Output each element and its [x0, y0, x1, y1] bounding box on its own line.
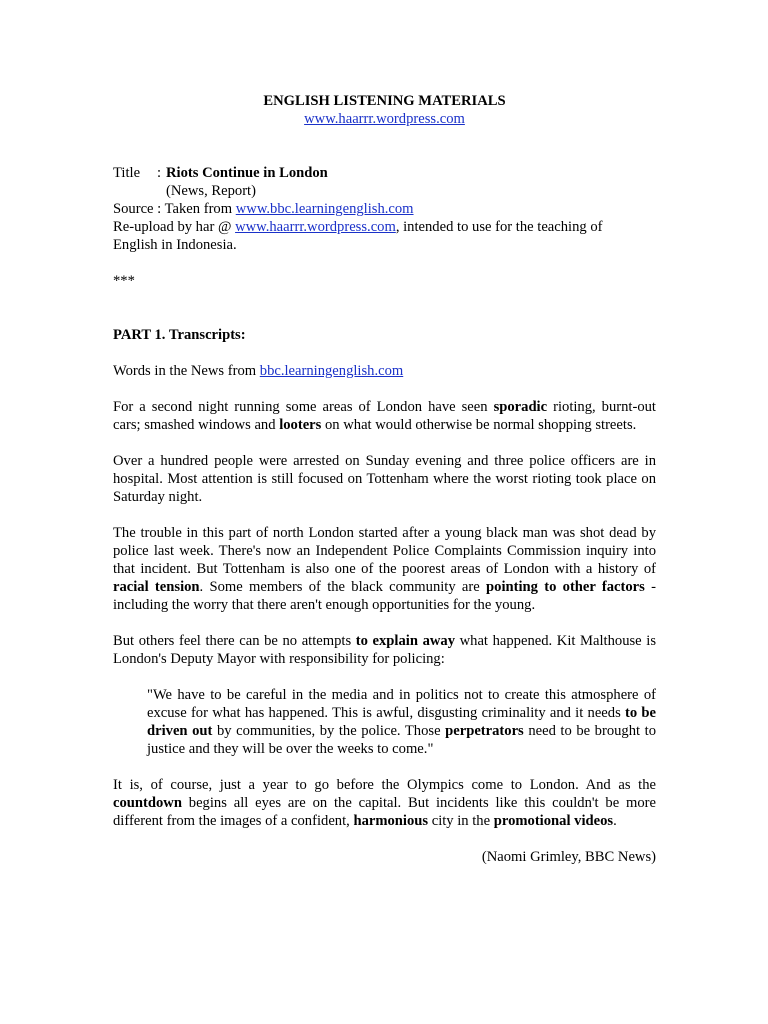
vocab-harmonious: harmonious	[353, 813, 429, 829]
vocab-promotional-videos: promotional videos	[493, 813, 614, 829]
reupload-row	[113, 218, 656, 236]
paragraph-1: For a second night running some areas of London have seen sporadic rioting, burnt-out cars; smashed windows and looters on what would otherwise be normal shopping streets.	[113, 399, 656, 433]
vocab-to-explain-away: to explain away	[355, 633, 455, 649]
document-page	[113, 92, 656, 866]
vocab-racial-tension: racial tension	[113, 579, 200, 595]
document-title: ENGLISH LISTENING MATERIALS	[263, 93, 506, 109]
title-row	[113, 164, 656, 182]
intro-link[interactable]: bbc.learningenglish.com	[259, 363, 404, 379]
vocab-perpetrators: perpetrators	[445, 723, 524, 739]
article-title: Riots Continue in London	[166, 165, 328, 181]
document-header	[113, 92, 656, 128]
part1-heading: PART 1. Transcripts:	[113, 327, 246, 343]
vocab-to-be-driven-out: to be driven out	[147, 705, 656, 739]
reupload-text: Re-upload by har @	[113, 219, 236, 235]
intro-line	[113, 362, 656, 380]
news-credit: (Naomi Grimley, BBC News)	[481, 849, 656, 865]
title-label: Title	[113, 165, 141, 181]
vocab-pointing-to-other-factors: pointing to other factors	[486, 579, 645, 595]
vocab-looters: looters	[279, 417, 322, 433]
source-link[interactable]: www.bbc.learningenglish.com	[235, 201, 414, 217]
quote-block: "We have to be careful in the media and in politics not to create this atmosphere of excuse for what has happened. This is awful, disgusting criminality and it needs to be driven out by communities, by the police. Those perpetrators need to be brought to justice and they will be over the weeks to come."	[147, 687, 657, 757]
source-row	[113, 200, 656, 218]
reupload-suffix-1: , intended to use for the teaching of	[395, 219, 603, 235]
reupload-suffix-2: English in Indonesia.	[113, 237, 237, 253]
metadata-block	[113, 164, 656, 254]
paragraph-2: Over a hundred people were arrested on Sunday evening and three police officers are in hospital. Most attention is still focused on Tottenham where the worst rioting took place on Saturday night.	[113, 453, 656, 505]
paragraph-5: It is, of course, just a year to go before the Olympics come to London. And as the countdown begins all eyes are on the capital. But incidents like this couldn't be more different from the images of a confident, harmonious city in the promotional videos.	[113, 777, 656, 829]
vocab-sporadic: sporadic	[493, 399, 548, 415]
paragraph-4: But others feel there can be no attempts to explain away what happened. Kit Malthouse is London's Deputy Mayor with responsibility for policing:	[113, 633, 656, 667]
paragraph-3: The trouble in this part of north London started after a young black man was shot dead by police last week. There's now an Independent Police Complaints Commission inquiry into that incident. But Tottenham is also one of the poorest areas of London with a history of racial tension. Some members of the black community are pointing to other factors - including the worry that there aren't enough opportunities for the young.	[113, 525, 656, 613]
site-link[interactable]: www.haarrr.wordpress.com	[304, 111, 465, 127]
vocab-countdown: countdown	[113, 795, 182, 811]
title-colon: :	[157, 165, 162, 181]
intro-text: Words in the News from	[113, 363, 260, 379]
separator: ***	[113, 273, 135, 289]
reupload-link[interactable]: www.haarrr.wordpress.com	[235, 219, 396, 235]
source-text: Source : Taken from	[113, 201, 236, 217]
title-subtitle: (News, Report)	[166, 183, 256, 199]
